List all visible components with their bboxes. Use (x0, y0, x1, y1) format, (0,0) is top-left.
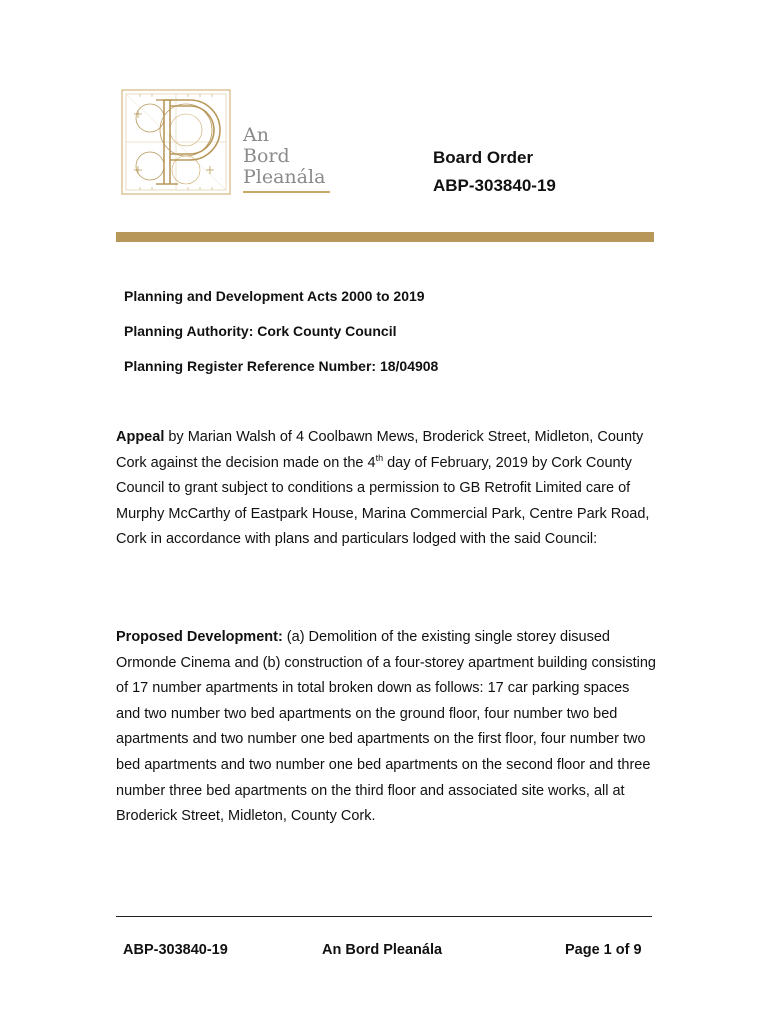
order-title: Board Order (433, 148, 534, 167)
acts-line: Planning and Development Acts 2000 to 2019 (124, 288, 425, 304)
proposed-development-paragraph (116, 625, 656, 830)
proposed-text: (a) Demolition of the existing single storey disused Ormonde Cinema and (b) construction of a four-storey apartment building consisting of 17 number apartments in total broken down as follows: 17 car parking spaces and two number two bed apartments on the ground floor, four number two bed apartments and two number one bed apartments on the first floor, four number two bed apartments and two number one bed apartments on the second floor and three number three bed apartments on the third floor and associated site works, all at Broderick Street, Midleton, County Cork. (116, 629, 656, 825)
footer-organisation: An Bord Pleanála (322, 942, 443, 958)
order-heading (433, 144, 556, 200)
logo-line-bord: Bord (243, 145, 290, 167)
footer-page-number: Page 1 of 9 (565, 942, 642, 958)
header-divider-bar (116, 232, 654, 242)
footer-reference: ABP-303840-19 (123, 942, 228, 958)
appeal-label: Appeal (116, 429, 165, 445)
proposed-label: Proposed Development: (116, 629, 283, 645)
logo-line-an: An (243, 124, 269, 146)
logo-wordmark (243, 125, 325, 188)
planning-metadata (124, 285, 438, 390)
register-line: Planning Register Reference Number: 18/04908 (124, 358, 439, 374)
appeal-text-start: by Marian Walsh of 4 Coolbawn Mews, Broderick Street, Midleton, County Cork against the decision made on the 4 (116, 429, 644, 471)
footer-divider (116, 916, 652, 917)
appeal-text-end: day of February, 2019 by Cork County Council to grant subject to conditions a permission to GB Retrofit Limited care of Murphy McCarthy of Eastpark House, Marina Commercial Park, Centre Park Road, Cork in accordance with plans and particulars lodged with the said Council: (116, 454, 650, 548)
order-reference: ABP-303840-19 (433, 176, 556, 195)
logo-underline (243, 191, 330, 193)
authority-line: Planning Authority: Cork County Council (124, 323, 397, 339)
appeal-paragraph (116, 425, 656, 553)
ordinal-suffix: th (375, 452, 384, 463)
logo-line-pleanala: Pleanála (243, 166, 326, 188)
